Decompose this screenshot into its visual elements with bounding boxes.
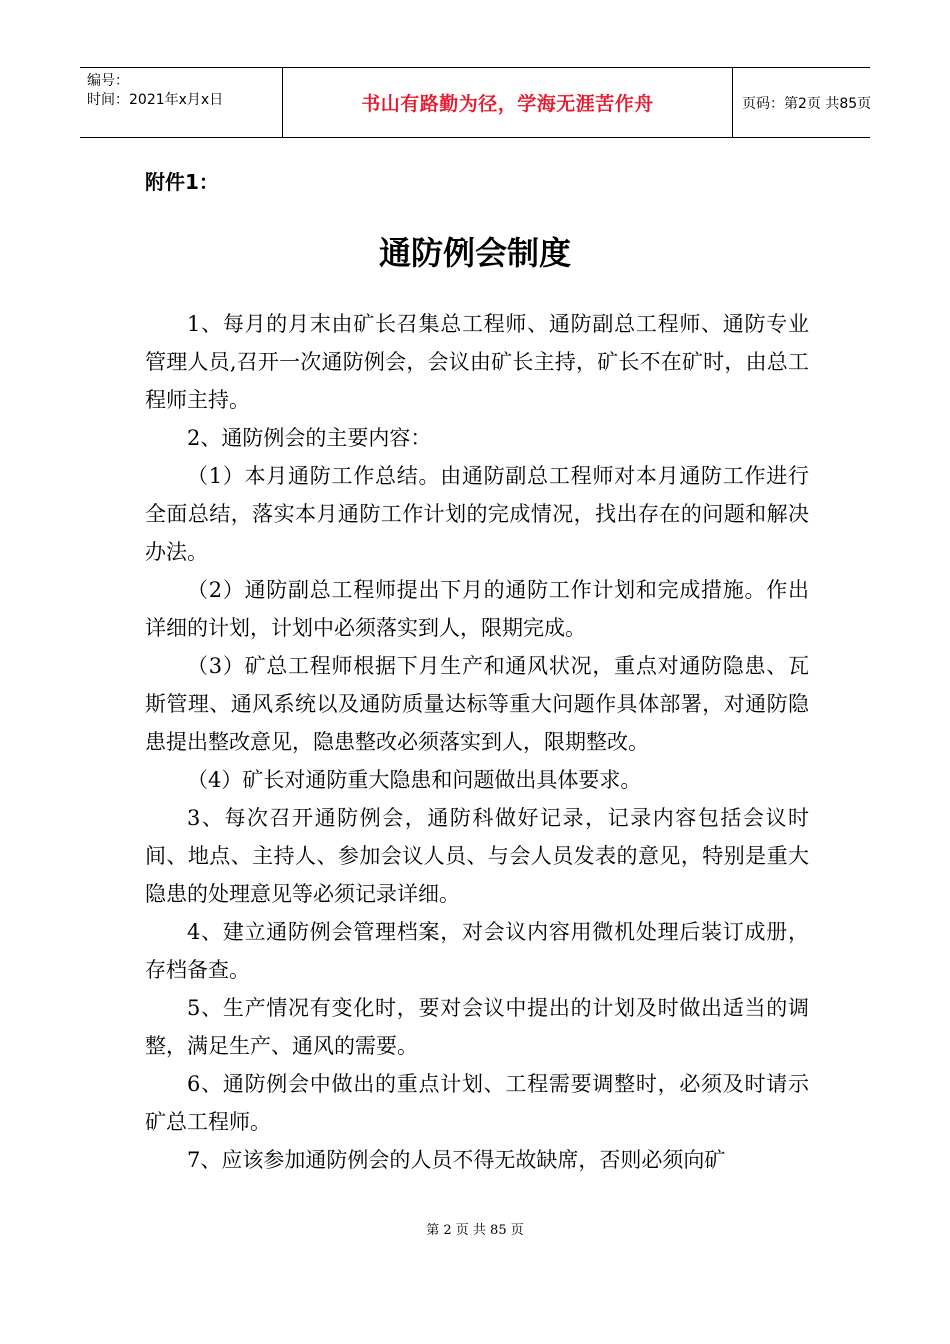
header-table (80, 67, 870, 138)
paragraph: 1、每月的月末由矿长召集总工程师、通防副总工程师、通防专业管理人员,召开一次通防例会，会议由矿长主持，矿长不在矿时，由总工程师主持。 (145, 312, 809, 412)
document-title: 通防例会制度 (378, 234, 571, 272)
page-footer: 第 2 页 共 85 页 (426, 1223, 524, 1238)
document-number-label: 编号： (87, 73, 129, 89)
paragraph: 7、应该参加通防例会的人员不得无故缺席，否则必须向矿 (187, 1148, 726, 1172)
paragraph: 5、生产情况有变化时，要对会议中提出的计划及时做出适当的调整，满足生产、通风的需要。 (145, 996, 809, 1058)
paragraph: （3）矿总工程师根据下月生产和通风状况，重点对通防隐患、瓦斯管理、通风系统以及通防质量达标等重大问题作具体部署，对通防隐患提出整改意见，隐患整改必须落实到人，限期整改。 (145, 654, 809, 754)
paragraph: 3、每次召开通防例会，通防科做好记录，记录内容包括会议时间、地点、主持人、参加会议人员、与会人员发表的意见，特别是重大隐患的处理意见等必须记录详细。 (145, 806, 809, 906)
document-body (145, 305, 809, 1179)
header-motto: 书山有路勤为径，学海无涯苦作舟 (282, 68, 733, 137)
paragraph: （2）通防副总工程师提出下月的通防工作计划和完成措施。作出详细的计划，计划中必须落实到人，限期完成。 (145, 578, 809, 640)
paragraph: 4、建立通防例会管理档案，对会议内容用微机处理后装订成册，存档备查。 (145, 920, 809, 982)
paragraph: （4）矿长对通防重大隐患和问题做出具体要求。 (187, 768, 642, 792)
paragraph: （1）本月通防工作总结。由通防副总工程师对本月通防工作进行全面总结，落实本月通防工作计划的完成情况，找出存在的问题和解决办法。 (145, 464, 809, 564)
document-date: 时间：2021年x月x日 (87, 92, 224, 108)
header-page-code: 页码：第2页 共85页 (742, 95, 872, 112)
paragraph: 6、通防例会中做出的重点计划、工程需要调整时，必须及时请示矿总工程师。 (145, 1072, 809, 1134)
attachment-label: 附件1： (145, 170, 219, 194)
header-info-cell (80, 68, 282, 137)
paragraph: 2、通防例会的主要内容： (187, 426, 432, 450)
